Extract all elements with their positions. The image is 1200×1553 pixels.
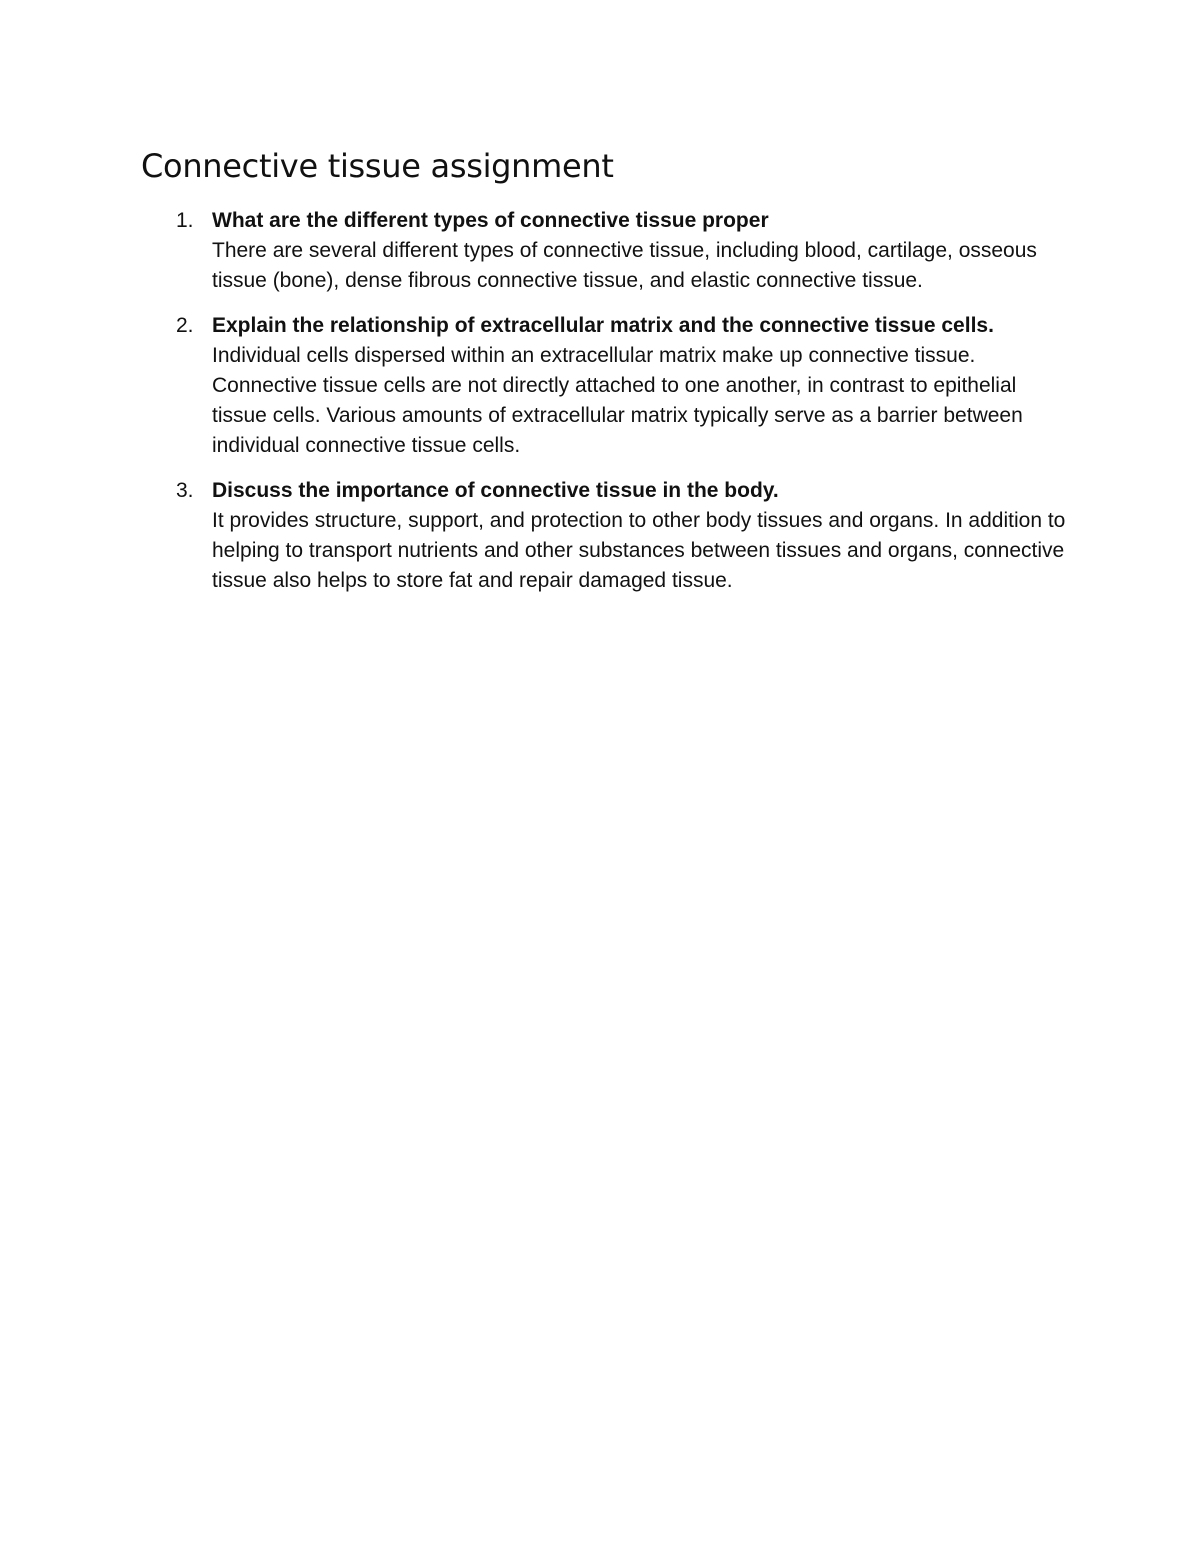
document-title: Connective tissue assignment bbox=[141, 147, 614, 185]
question-text: Explain the relationship of extracellular matrix and the connective tissue cells. bbox=[212, 314, 994, 337]
question-list bbox=[141, 206, 1071, 611]
question-number: 2. bbox=[176, 314, 194, 337]
question-text: Discuss the importance of connective tissue in the body. bbox=[212, 479, 779, 502]
question-number: 3. bbox=[176, 479, 194, 502]
question-item-1 bbox=[141, 206, 1071, 296]
answer-text: It provides structure, support, and protection to other body tissues and organs. In addition to helping to transport nutrients and other substances between tissues and organs, connective tissue also helps to store fat and repair damaged tissue. bbox=[212, 509, 1066, 592]
question-item-2 bbox=[141, 311, 1071, 461]
question-item-3 bbox=[141, 476, 1071, 596]
answer-text: Individual cells dispersed within an extracellular matrix make up connective tissue. Connective tissue cells are not directly attached to one another, in contrast to epithelial tissue cells. Various amounts of extracellular matrix typically serve as a barrier between individual connective tissue cells. bbox=[212, 344, 1023, 457]
question-text: What are the different types of connective tissue proper bbox=[212, 209, 769, 232]
answer-text: There are several different types of connective tissue, including blood, cartilage, osseous tissue (bone), dense fibrous connective tissue, and elastic connective tissue. bbox=[212, 239, 1037, 292]
question-number: 1. bbox=[176, 209, 194, 232]
